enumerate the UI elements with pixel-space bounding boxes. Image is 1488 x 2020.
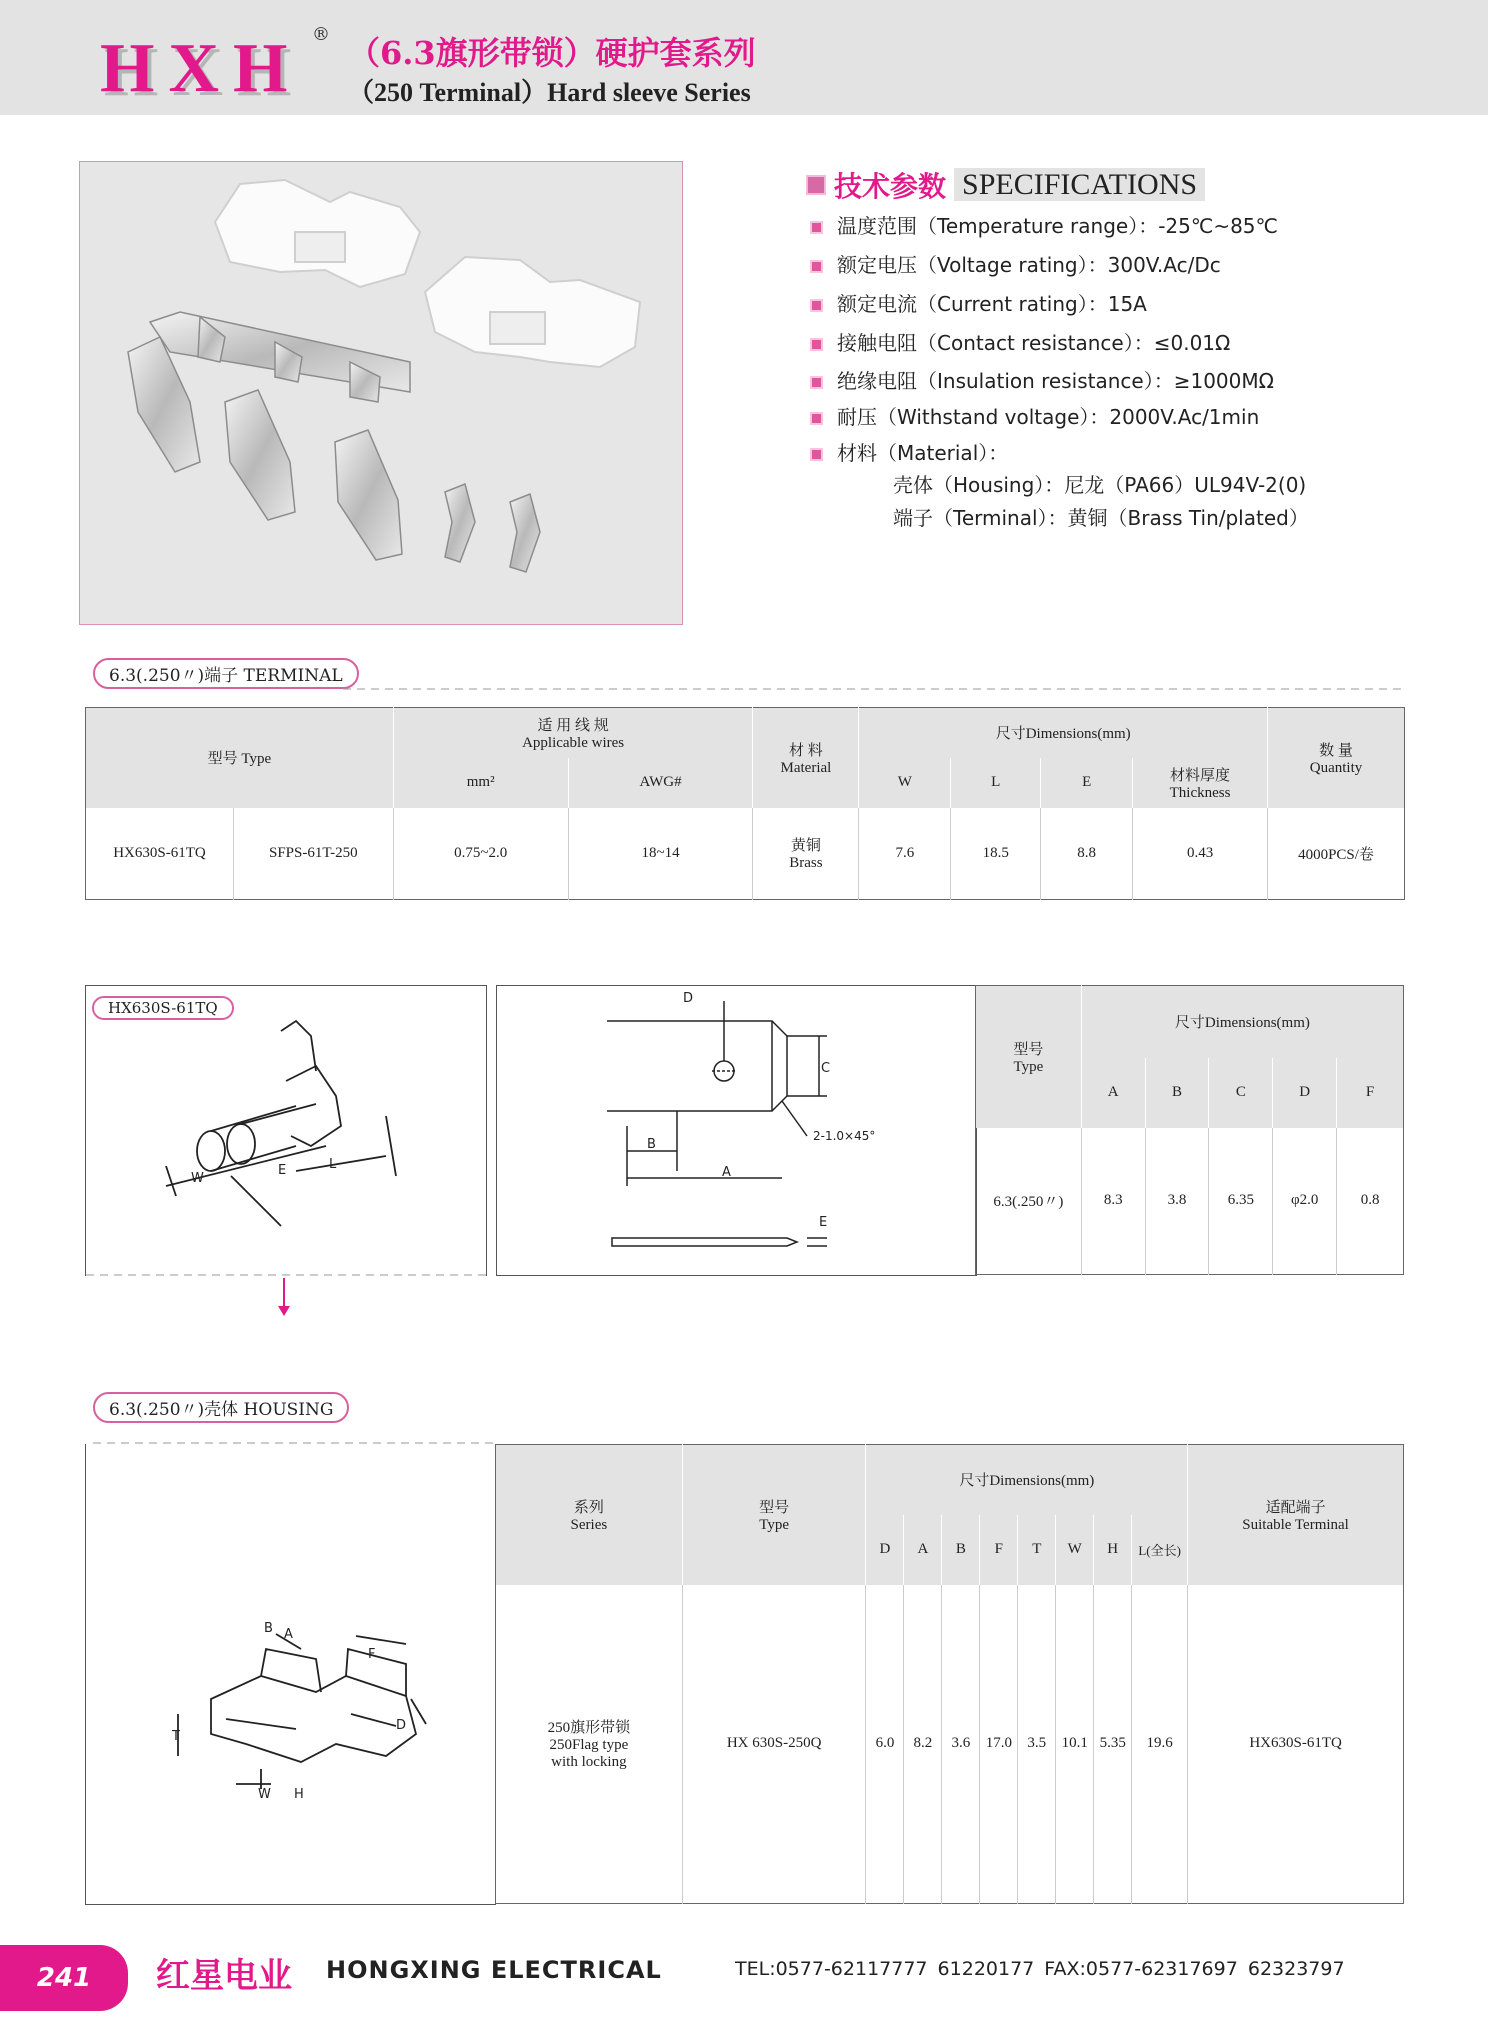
th-dim: B [942, 1515, 980, 1585]
th-dim: H [1094, 1515, 1132, 1585]
cell-material [753, 808, 859, 900]
th-wires-cn: 适 用 线 规 [537, 717, 609, 734]
th-material-cn: 材 料 [789, 742, 823, 759]
cell-dim: 8.2 [904, 1585, 942, 1904]
th-qty-cn: 数 量 [1319, 742, 1353, 759]
th-type-en: Type [759, 1516, 789, 1533]
th-series-cn: 系列 [573, 1499, 604, 1516]
spec-row [810, 249, 1221, 278]
dim-label-b: B [647, 1137, 656, 1152]
cell-type: 6.3(.250〃) [993, 1194, 1064, 1211]
th-type [976, 986, 1082, 1128]
spec-row [810, 210, 1278, 239]
th-series [496, 1445, 683, 1585]
cell-type2: SFPS-61T-250 [233, 808, 393, 900]
cell-l: 18.5 [951, 808, 1041, 900]
dim-label-w: W [191, 1171, 204, 1186]
table-row [976, 1128, 1404, 1275]
th-quantity [1268, 708, 1405, 808]
spec-material-terminal: 端子（Terminal）：黄铜（Brass Tin/plated） [893, 506, 1309, 530]
th-thick-en: Thickness [1169, 784, 1231, 801]
spec-title-en: SPECIFICATIONS [954, 168, 1205, 201]
th-type-cn: 型号 [1013, 1041, 1044, 1058]
part-label: HX630S-61TQ [92, 996, 234, 1020]
cell-d: φ2.0 [1273, 1128, 1337, 1275]
dim-label-c: C [821, 1061, 831, 1076]
cell-series-cn: 250旗形带锁 [547, 1720, 631, 1737]
th-dim: W [1056, 1515, 1094, 1585]
th-dimensions: 尺寸Dimensions(mm) [859, 708, 1268, 758]
spec-material-housing: 壳体（Housing）：尼龙（PA66）UL94V-2(0) [893, 473, 1307, 497]
cell-dim: 17.0 [980, 1585, 1018, 1904]
th-dimensions: 尺寸Dimensions(mm) [866, 1445, 1188, 1515]
th-dim: L(全长) [1132, 1515, 1188, 1585]
table-row [86, 808, 1405, 900]
cell-suitable: HX630S-61TQ [1188, 1585, 1404, 1904]
spec-text: 额定电压（Voltage rating）：300V.Ac/Dc [837, 253, 1221, 277]
page-number: 241 [0, 1945, 128, 2011]
th-series-en: Series [570, 1516, 608, 1533]
th-dimensions: 尺寸Dimensions(mm) [1081, 986, 1403, 1058]
registered-mark: ® [312, 24, 330, 45]
th-d: D [1273, 1058, 1337, 1128]
terminal-table [85, 707, 1405, 900]
cell-thickness: 0.43 [1133, 808, 1268, 900]
spec-row [810, 401, 1259, 430]
spec-row [810, 327, 1230, 356]
th-w: W [859, 758, 951, 808]
housing-drawing-panel [85, 1444, 496, 1905]
spec-row [810, 365, 1274, 394]
hxh-logo: HXH [100, 30, 302, 107]
th-wires-en: Applicable wires [522, 734, 625, 751]
th-dim: T [1018, 1515, 1056, 1585]
cell-dim: 19.6 [1132, 1585, 1188, 1904]
th-qty-en: Quantity [1309, 759, 1363, 776]
dim-label-l: L [329, 1157, 337, 1172]
cell-e: 8.8 [1041, 808, 1133, 900]
terminal-drawing-panel [85, 985, 487, 1276]
cell-w: 7.6 [859, 808, 951, 900]
bullet-square-icon [810, 338, 823, 351]
dim-label-f: F [368, 1647, 376, 1662]
cell-f: 0.8 [1337, 1128, 1404, 1275]
th-type: 型号 Type [86, 708, 394, 808]
dim-label-d: D [396, 1718, 407, 1733]
th-thickness [1133, 758, 1268, 808]
section-label-housing: 6.3(.250〃)壳体 HOUSING [93, 1392, 349, 1423]
brand-name-cn: 红星电业 [156, 1956, 292, 1996]
spec-text: 温度范围（Temperature range）：-25℃~85℃ [837, 214, 1278, 238]
dim-label-d: D [683, 991, 694, 1006]
th-thick-cn: 材料厚度 [1170, 767, 1231, 784]
tab-dimensions-table [975, 985, 1404, 1275]
cell-c: 6.35 [1209, 1128, 1273, 1275]
cell-quantity: 4000PCS/卷 [1268, 808, 1405, 900]
th-mm2: mm² [393, 758, 568, 808]
th-suit-cn: 适配端子 [1265, 1499, 1326, 1516]
spec-title-cn: 技术参数 [834, 170, 947, 203]
contact-info: TEL:0577-62117777 61220177 FAX:0577-62317697 62323797 [735, 1958, 1345, 1980]
bullet-square-icon [810, 376, 823, 389]
bullet-square-icon [810, 448, 823, 461]
dim-label-a: A [284, 1627, 293, 1642]
table-row [496, 1585, 1404, 1904]
th-suitable [1188, 1445, 1404, 1585]
spec-row [810, 288, 1147, 317]
spec-text: 额定电流（Current rating）：15A [837, 292, 1147, 316]
cell-series-en2: with locking [551, 1754, 627, 1771]
spec-text: 材料（Material）： [837, 441, 1009, 465]
page-title-cn: （6.3旗形带锁）硬护套系列 [348, 34, 756, 72]
th-dim: A [904, 1515, 942, 1585]
cell-material-en: Brass [789, 855, 823, 872]
th-type [682, 1445, 866, 1585]
spec-text: 接触电阻（Contact resistance）：≤0.01Ω [837, 331, 1231, 355]
th-f: F [1337, 1058, 1404, 1128]
section-label-terminal: 6.3(.250〃)端子 TERMINAL [93, 658, 359, 689]
cell-a: 8.3 [1081, 1128, 1145, 1275]
cell-dim: 3.6 [942, 1585, 980, 1904]
dim-label-a: A [722, 1165, 731, 1180]
th-c: C [1209, 1058, 1273, 1128]
cell-dim: 10.1 [1056, 1585, 1094, 1904]
page-title-en: （250 Terminal）Hard sleeve Series [348, 78, 751, 107]
th-a: A [1081, 1058, 1145, 1128]
th-material [753, 708, 859, 808]
bullet-square-icon [810, 412, 823, 425]
cell-awg: 18~14 [568, 808, 753, 900]
tab-drawing-panel [496, 985, 977, 1276]
dim-label-e: E [278, 1163, 287, 1178]
th-suit-en: Suitable Terminal [1242, 1516, 1349, 1533]
arrow-down-icon [276, 1278, 292, 1318]
cell-dim: 3.5 [1018, 1585, 1056, 1904]
dim-label-w: W [258, 1787, 271, 1802]
housing-table [495, 1444, 1404, 1904]
dim-label-chamfer: 2-1.0×45° [813, 1129, 876, 1143]
spec-text: 绝缘电阻（Insulation resistance）：≥1000MΩ [837, 369, 1274, 393]
bullet-square-icon [810, 221, 823, 234]
cell-series [496, 1585, 683, 1904]
th-l: L [951, 758, 1041, 808]
dim-label-e2: E [819, 1215, 828, 1230]
product-photo [79, 161, 683, 625]
dim-label-h: H [294, 1787, 304, 1802]
dim-label-b: B [264, 1621, 273, 1636]
th-e: E [1041, 758, 1133, 808]
brand-name-en: HONGXING ELECTRICAL [326, 1956, 662, 1984]
cell-b: 3.8 [1145, 1128, 1209, 1275]
cell-dim: 6.0 [866, 1585, 904, 1904]
th-b: B [1145, 1058, 1209, 1128]
th-awg: AWG# [568, 758, 753, 808]
cell-series-en: 250Flag type [549, 1737, 629, 1754]
bullet-square-icon [810, 260, 823, 273]
th-type-cn: 型号 [759, 1499, 790, 1516]
th-dim: F [980, 1515, 1018, 1585]
th-type-en: Type [1013, 1058, 1044, 1075]
specifications-heading [806, 165, 1205, 205]
th-material-en: Material [780, 759, 832, 776]
bullet-square-icon [806, 175, 826, 195]
bullet-square-icon [810, 299, 823, 312]
cell-type1: HX630S-61TQ [113, 844, 206, 861]
cell-mm2: 0.75~2.0 [393, 808, 568, 900]
spec-row [810, 437, 1008, 466]
cell-material-cn: 黄铜 [790, 838, 821, 855]
th-dim: D [866, 1515, 904, 1585]
th-wires [393, 708, 753, 758]
section-divider [93, 688, 1403, 692]
cell-dim: 5.35 [1094, 1585, 1132, 1904]
cell-type: HX 630S-250Q [682, 1585, 866, 1904]
dim-label-t: T [172, 1729, 180, 1744]
spec-text: 耐压（Withstand voltage）：2000V.Ac/1min [837, 405, 1260, 429]
